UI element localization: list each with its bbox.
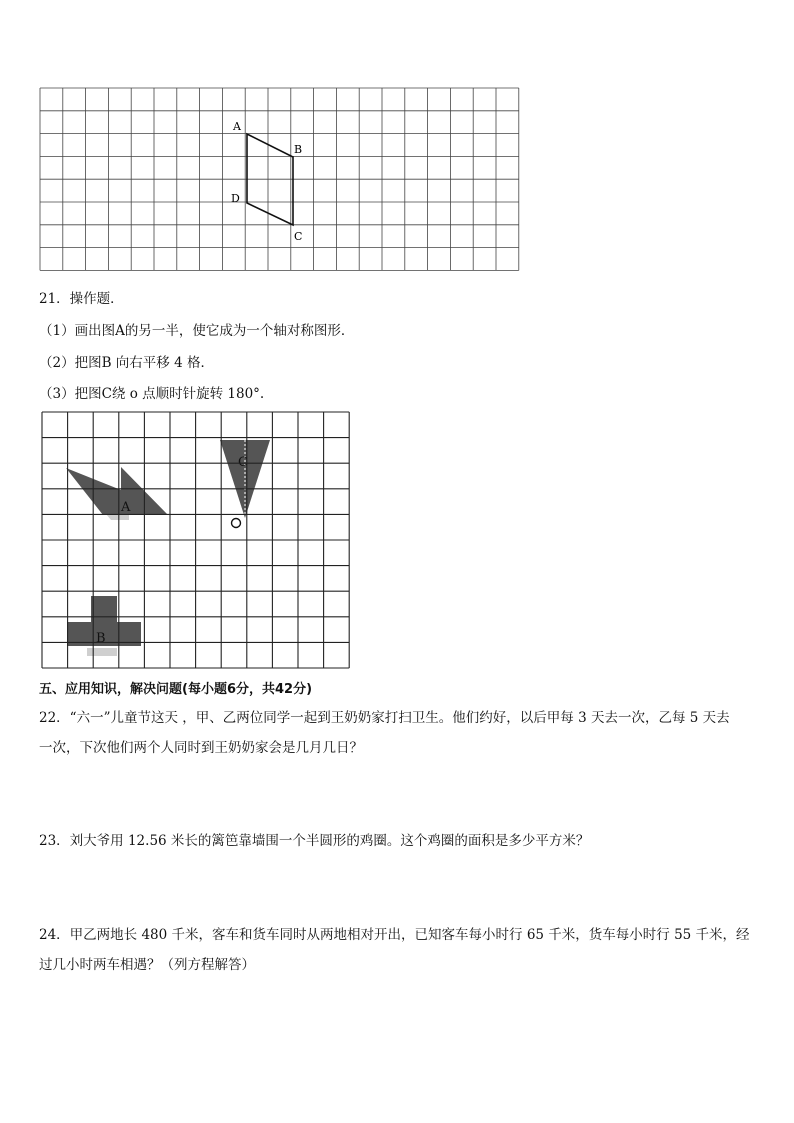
shape-a-label: A [121, 500, 131, 515]
shape-c [220, 440, 270, 518]
shape-c-label: C [238, 455, 248, 470]
shape-b-label: B [96, 631, 106, 646]
question-24-line-2: 过几小时两车相遇？（列方程解答） [39, 957, 255, 973]
question-22-line-1: 22．“六一”儿童节这天 ，甲、乙两位同学一起到王奶奶家打扫卫生。他们约好，以后甲每 3 天去一次，乙每 5 天去 [39, 710, 730, 726]
question-21-title: 21．操作题． [39, 291, 124, 307]
question-21-item-1: （1）画出图A的另一半，使它成为一个轴对称图形． [39, 323, 355, 339]
vertex-label-d: D [231, 192, 240, 205]
question-21-item-2: （2）把图B 向右平移 4 格． [39, 355, 214, 371]
vertex-label-a: A [233, 120, 241, 133]
grid-figure-transformations [41, 410, 355, 677]
vertex-label-c: C [294, 230, 303, 243]
question-23: 23．刘大爷用 12.56 米长的篱笆靠墙围一个半圆形的鸡圈。这个鸡圈的面积是多少平方米？ [39, 833, 590, 849]
grid-figure-parallelogram [39, 87, 522, 275]
section-5-heading: 五、应用知识，解决问题(每小题6分，共42分) [39, 682, 313, 697]
shape-a [66, 467, 168, 515]
question-22-line-2: 一次，下次他们两个人同时到王奶奶家会是几月几日？ [39, 740, 363, 756]
point-o [232, 519, 241, 528]
shape-b-shadow [87, 648, 117, 656]
vertex-label-b: B [294, 143, 303, 156]
question-21-item-3: （3）把图C绕 o 点顺时针旋转 180°. [39, 386, 265, 402]
question-24-line-1: 24．甲乙两地长 480 千米，客车和货车同时从两地相对开出，已知客车每小时行 65 千米，货车每小时行 55 千米，经 [39, 927, 750, 943]
